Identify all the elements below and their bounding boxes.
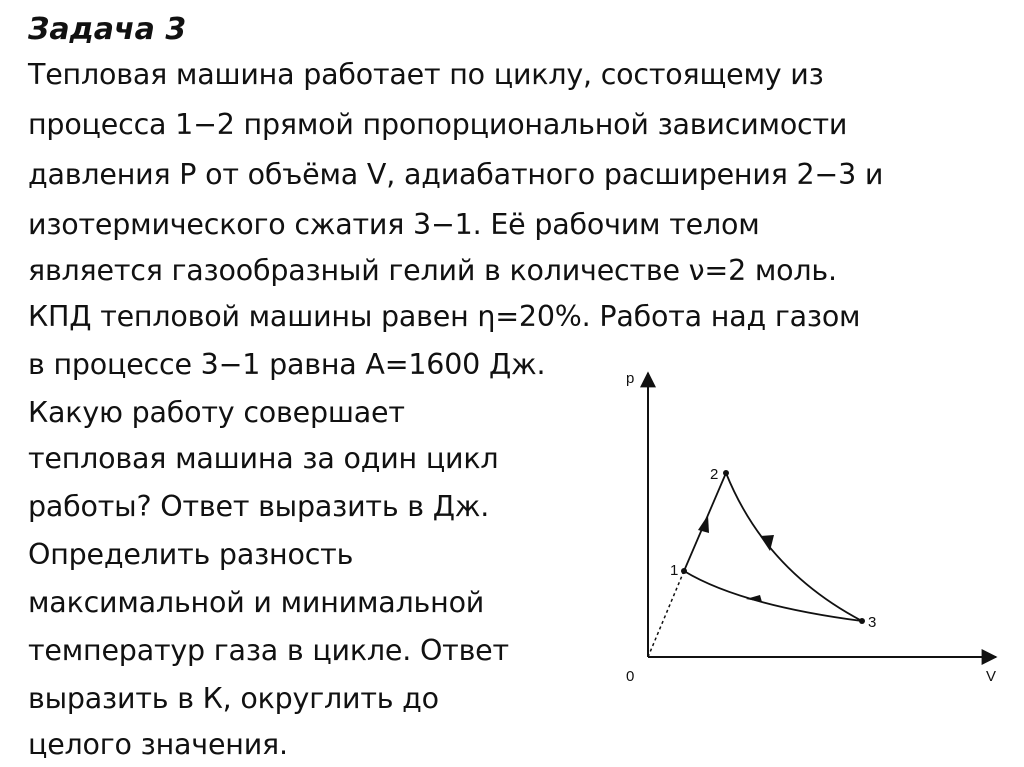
proportionality-extension-line [648, 571, 684, 657]
point-1-label: 1 [670, 562, 679, 579]
problem-text-line: процесса 1−2 прямой пропорциональной зависимости [28, 108, 848, 141]
problem-text-line: Определить разность [28, 538, 354, 571]
problem-text-line: давления Р от объёма V, адиабатного расширения 2−3 и [28, 158, 884, 191]
direction-arrow-1-2 [698, 515, 709, 533]
pv-cycle-diagram [600, 355, 1020, 695]
origin-label: 0 [626, 668, 635, 685]
problem-text-line: Тепловая машина работает по циклу, состоящему из [28, 58, 824, 91]
problem-text-line: КПД тепловой машины равен η=20%. Работа над газом [28, 300, 861, 333]
problem-text-line: температур газа в цикле. Ответ [28, 634, 509, 667]
point-3-label: 3 [868, 614, 877, 631]
problem-text-line: является газообразный гелий в количестве ν=2 моль. [28, 254, 837, 287]
direction-arrow-3-1 [746, 595, 762, 602]
problem-text-line: в процессе 3−1 равна А=1600 Дж. [28, 348, 546, 381]
problem-text-line: Какую работу совершает [28, 396, 405, 429]
problem-text-line: тепловая машина за один цикл [28, 442, 499, 475]
process-3-1-curve [684, 571, 862, 621]
point-2 [723, 470, 729, 476]
process-2-3-curve [726, 473, 862, 621]
point-1 [681, 568, 687, 574]
problem-text-line: целого значения. [28, 728, 288, 761]
problem-title: Задача 3 [28, 12, 187, 47]
x-axis-label: V [986, 668, 997, 685]
problem-text-line: изотермического сжатия 3−1. Её рабочим телом [28, 208, 760, 241]
point-2-label: 2 [710, 466, 719, 483]
point-3 [859, 618, 865, 624]
problem-text-line: работы? Ответ выразить в Дж. [28, 490, 490, 523]
problem-text-line: максимальной и минимальной [28, 586, 485, 619]
y-axis-label: p [626, 370, 635, 387]
problem-text-line: выразить в К, округлить до [28, 682, 439, 715]
